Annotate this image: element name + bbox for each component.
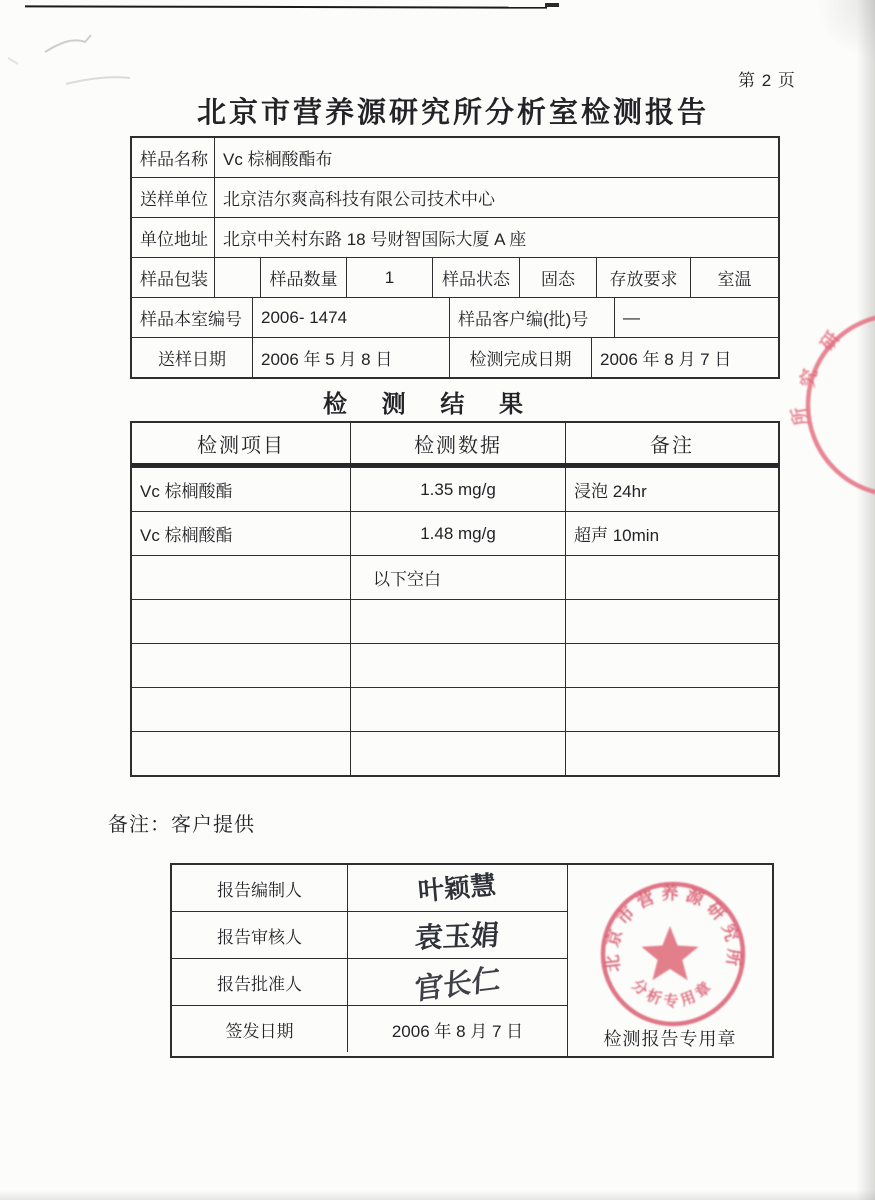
table-row	[172, 1005, 567, 1052]
client-no-value: —	[614, 298, 778, 337]
result-data	[350, 688, 565, 731]
result-note	[565, 556, 778, 599]
result-item	[132, 644, 350, 687]
result-item: Vc 棕榈酸酯	[140, 482, 233, 501]
result-data	[350, 644, 565, 687]
edge-partial-seal-icon	[775, 312, 875, 502]
sender-label: 送样单位	[140, 190, 208, 209]
result-item	[132, 556, 350, 599]
result-note	[565, 688, 778, 731]
state-value: 固态	[519, 258, 596, 297]
col-header-item: 检测项目	[197, 434, 285, 457]
writer-signature: 叶颖慧	[417, 869, 498, 906]
table-row	[132, 337, 778, 377]
report-title: 北京市营养源研究所分析室检测报告	[196, 97, 709, 129]
result-item	[132, 688, 350, 731]
scan-corner-shadow	[815, 0, 875, 60]
lab-no-value: 2006- 1474	[252, 298, 449, 337]
sender-value: 北京洁尔爽高科技有限公司技术中心	[214, 178, 778, 217]
result-data	[350, 732, 565, 775]
table-row	[132, 138, 778, 177]
remark-line: 备注：客户提供	[108, 814, 255, 836]
storage-value: 室温	[690, 258, 778, 297]
svg-text:分析专用章	[628, 976, 717, 1010]
result-data	[350, 600, 565, 643]
results-row	[132, 555, 778, 599]
signoff-rows	[172, 865, 567, 1056]
reviewer-label: 报告审核人	[217, 927, 302, 947]
approver-label: 报告批准人	[217, 974, 302, 994]
package-label: 样品包装	[140, 270, 208, 289]
results-table	[130, 421, 780, 777]
result-note	[565, 600, 778, 643]
col-header-data: 检测数据	[350, 423, 565, 463]
table-row	[172, 911, 567, 958]
col-header-note: 备注	[565, 423, 778, 463]
round-seal-stamp-icon	[588, 876, 758, 1036]
edge-seal-char: 所	[789, 405, 812, 427]
table-row	[132, 217, 778, 257]
client-no-label: 样品客户编(批)号	[449, 298, 614, 337]
result-item: Vc 棕榈酸酯	[140, 526, 233, 545]
approver-signature: 官长仁	[413, 963, 502, 1007]
stamp-caption: 检测报告专用章	[603, 1029, 737, 1049]
lab-no-label: 样品本室编号	[140, 310, 242, 329]
writer-label: 报告编制人	[217, 880, 302, 900]
results-row	[132, 643, 778, 687]
results-row	[132, 467, 778, 511]
issue-date-value: 2006 年 8 月 7 日	[347, 1006, 567, 1052]
results-header-row	[132, 423, 778, 467]
result-data: 1.35 mg/g	[350, 468, 565, 511]
approver-signature-cell	[347, 959, 567, 1005]
result-data: 1.48 mg/g	[350, 512, 565, 555]
table-row	[132, 297, 778, 337]
results-heading: 检 测 结 果	[322, 391, 537, 418]
finish-date-label: 检测完成日期	[449, 338, 591, 377]
scan-right-shadow	[857, 0, 875, 1200]
results-row	[132, 599, 778, 643]
blank-below-note: 以下空白	[350, 556, 565, 599]
result-note: 超声 10min	[565, 512, 778, 555]
storage-label: 存放要求	[596, 258, 690, 297]
edge-seal-char: 研	[816, 328, 844, 355]
result-note	[565, 644, 778, 687]
scan-bottom-shadow	[0, 1190, 875, 1200]
results-row	[132, 687, 778, 731]
address-label: 单位地址	[140, 230, 208, 249]
issue-date-label: 签发日期	[225, 1021, 294, 1041]
result-note	[565, 732, 778, 775]
finish-date-value: 2006 年 8 月 7 日	[591, 338, 778, 377]
table-row	[172, 958, 567, 1005]
writer-signature-cell	[347, 865, 567, 911]
seal-ring-text: 北京市营养源研究所	[602, 883, 744, 973]
sample-name-label: 样品名称	[140, 150, 208, 169]
edge-seal-char: 究	[797, 367, 821, 389]
table-row	[172, 865, 567, 911]
table-row	[132, 177, 778, 217]
send-date-value: 2006 年 5 月 8 日	[252, 338, 449, 377]
page-number: 第 2 页	[738, 71, 796, 90]
seal-bottom-text: 分析专用章	[628, 976, 718, 1010]
quantity-label: 样品数量	[260, 258, 346, 297]
results-row	[132, 731, 778, 775]
package-value	[214, 258, 260, 297]
reviewer-signature-cell	[347, 912, 567, 958]
quantity-value: 1	[346, 258, 432, 297]
address-value: 北京中关村东路 18 号财智国际大厦 A 座	[214, 218, 778, 257]
sample-info-table	[130, 136, 780, 379]
send-date-label: 送样日期	[158, 350, 226, 369]
results-row	[132, 511, 778, 555]
reviewer-signature: 袁玉娟	[414, 919, 501, 954]
scan-edge-mark	[545, 3, 559, 7]
sample-name-value: Vc 棕榈酸酯布	[214, 138, 778, 177]
result-item	[132, 600, 350, 643]
result-item	[132, 732, 350, 775]
seal-star-icon	[642, 926, 699, 980]
state-label: 样品状态	[432, 258, 519, 297]
table-row	[132, 257, 778, 297]
result-note: 浸泡 24hr	[565, 468, 778, 511]
